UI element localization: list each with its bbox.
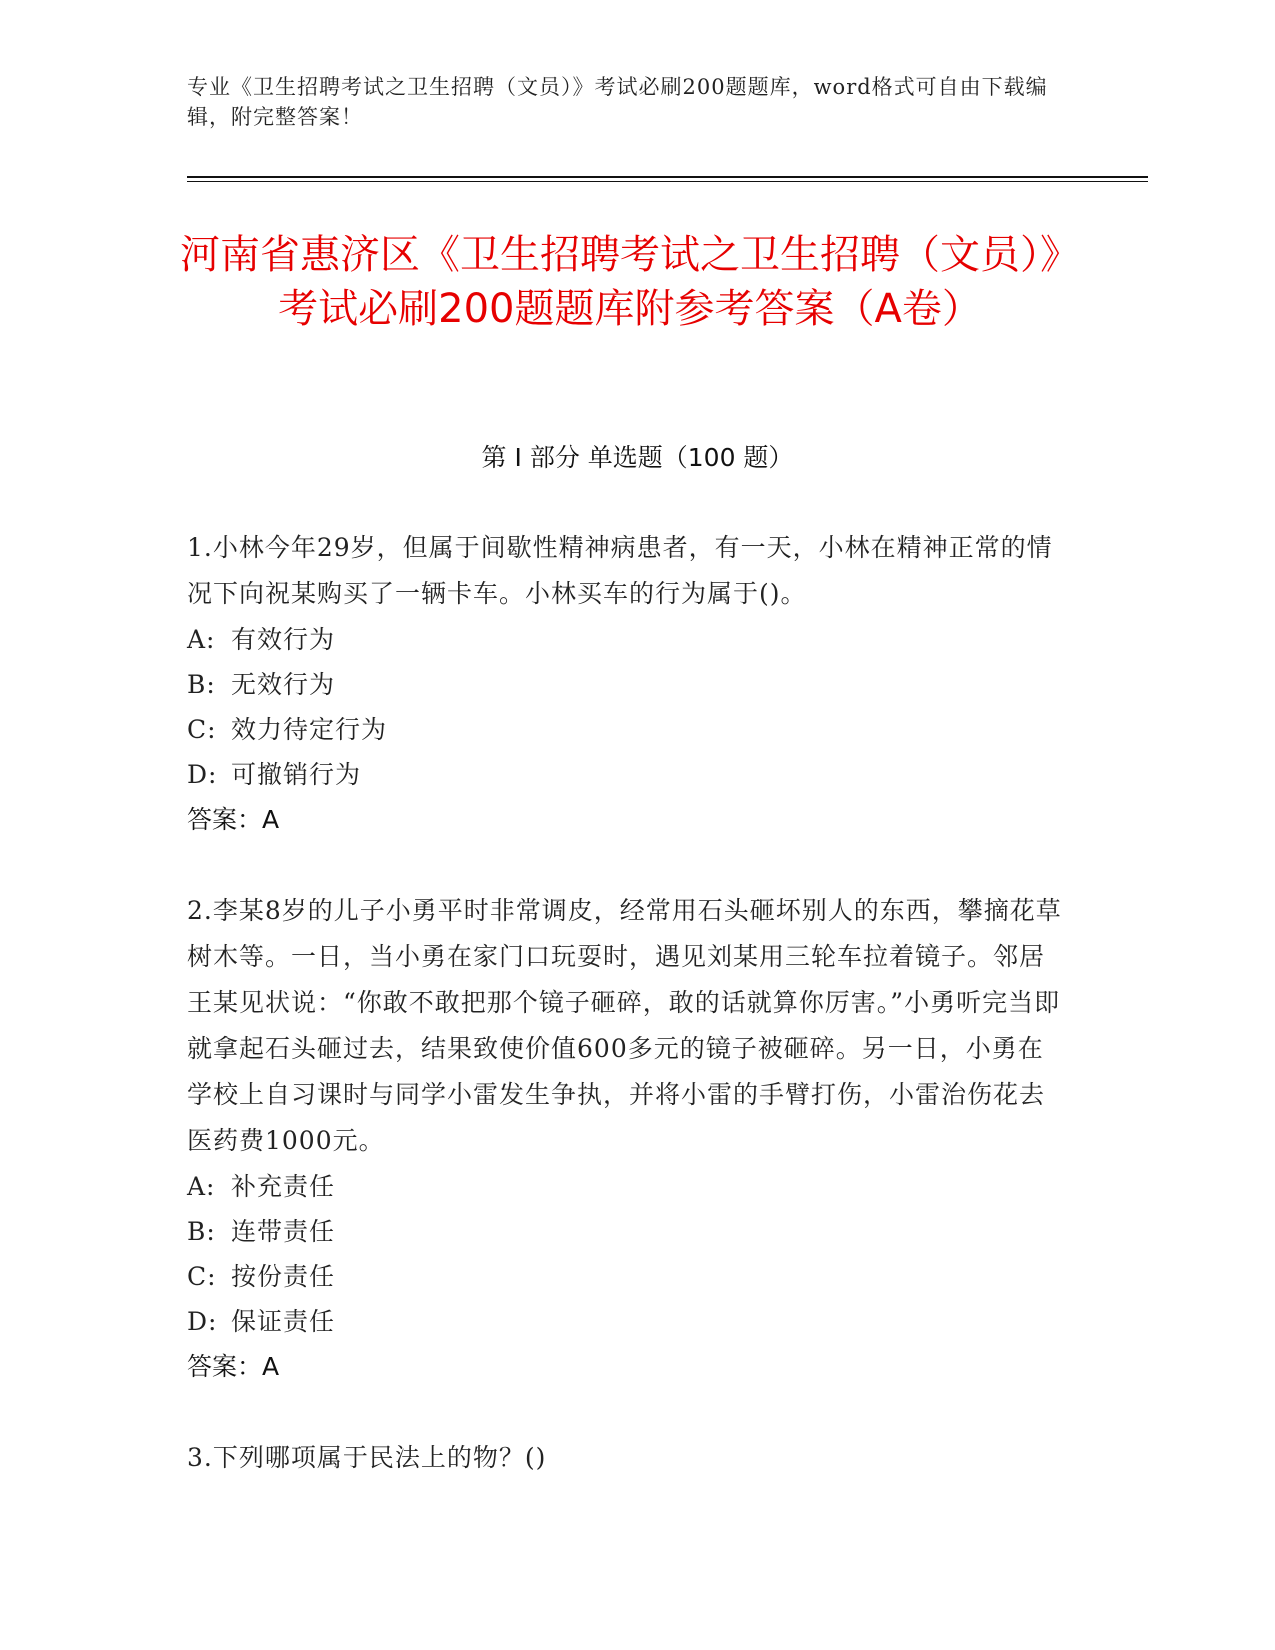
section-heading: 第 I 部分 单选题（100 题） (481, 443, 794, 472)
option-key: A: (187, 1172, 216, 1201)
option-key: B: (187, 670, 216, 699)
answer: 答案：A (187, 805, 280, 834)
option-d (187, 1299, 1067, 1344)
option-b (187, 662, 1067, 707)
option-c (187, 1254, 1067, 1299)
question-3 (187, 1435, 1067, 1481)
header-rule-thin (187, 181, 1148, 182)
option-text: 效力待定行为 (231, 715, 388, 744)
option-text: 有效行为 (231, 625, 336, 654)
header-rule-thick (187, 176, 1148, 178)
question-text: 1.小林今年29岁，但属于间歇性精神病患者，有一天，小林在精神正常的情况下向祝某购买了一辆卡车。小林买车的行为属于()。 (187, 533, 1053, 608)
answer: 答案：A (187, 1352, 280, 1381)
option-key: B: (187, 1217, 216, 1246)
option-a (187, 1164, 1067, 1209)
option-text: 按份责任 (231, 1262, 336, 1291)
question-text: 2.李某8岁的儿子小勇平时非常调皮，经常用石头砸坏别人的东西，攀摘花草树木等。一日，当小勇在家门口玩耍时，遇见刘某用三轮车拉着镜子。邻居王某见状说：“你敢不敢把那个镜子砸碎，敢的话就算你厉害。”小勇听完当即就拿起石头砸过去，结果致使价值600多元的镜子被砸碎。另一日，小勇在学校上自习课时与同学小雷发生争执，并将小雷的手臂打伤，小雷治伤花去医药费1000元。 (187, 896, 1062, 1155)
option-b (187, 1209, 1067, 1254)
option-text: 连带责任 (231, 1217, 336, 1246)
option-key: A: (187, 625, 216, 654)
option-text: 补充责任 (231, 1172, 336, 1201)
option-d (187, 752, 1067, 797)
option-key: D: (187, 1307, 218, 1336)
option-text: 保证责任 (231, 1307, 336, 1336)
option-a (187, 617, 1067, 662)
option-text: 无效行为 (231, 670, 336, 699)
header-note: 专业《卫生招聘考试之卫生招聘（文员）》考试必刷200题题库，word格式可自由下载编辑，附完整答案！ (187, 75, 1048, 129)
question-text: 3.下列哪项属于民法上的物？() (187, 1443, 547, 1472)
option-key: D: (187, 760, 218, 789)
option-key: C: (187, 1262, 217, 1291)
question-2 (187, 888, 1067, 1389)
document-title: 河南省惠济区《卫生招聘考试之卫生招聘（文员）》考试必刷200题题库附参考答案（A卷） (180, 232, 1080, 332)
option-text: 可撤销行为 (231, 760, 362, 789)
option-c (187, 707, 1067, 752)
option-key: C: (187, 715, 217, 744)
question-1 (187, 525, 1067, 842)
